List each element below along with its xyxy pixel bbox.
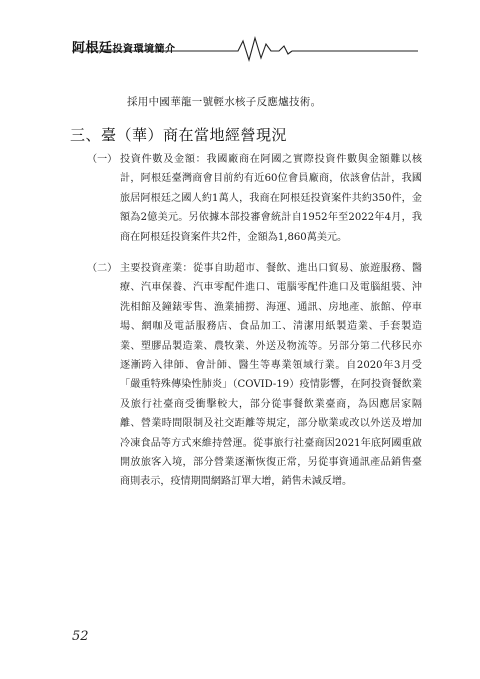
section-title: 三、臺（華）商在當地經營現況 <box>70 126 288 144</box>
list-item <box>87 259 422 492</box>
list-item <box>87 150 422 247</box>
list-item-text: 投資件數及金額：我國廠商在阿國之實際投資件數與金額難以核計，阿根廷臺灣商會目前約有近60位會員廠商，依該會估計，我國旅居阿根廷之國人約1萬人，我商在阿根廷投資案件共約350件，金額為2億美元。另依據本部投審會統計自1952年至2022年4月，我商在阿根廷投資案件共2件，金額為1,860萬美元。 <box>120 154 422 243</box>
continuation-line: 採用中國華龍一號輕水核子反應爐技術。 <box>127 96 322 108</box>
header-title-main: 阿根廷 <box>72 41 113 56</box>
header-title-sub: 投資環境簡介 <box>112 44 176 55</box>
header-title <box>72 37 176 56</box>
list-item-text: 主要投資產業：從事自助超市、餐飲、進出口貿易、旅遊服務、醫療、汽車保養、汽車零配件進口、電腦零配件進口及電腦組裝、沖洗相館及鐘錶零售、漁業捕撈、海運、通訊、房地產、旅館、停車場、網咖及電話服務店、食品加工、清潔用紙製造業、手套製造業、塑膠品製造業、農牧業、外送及物流等。另部分第二代移民亦逐漸跨入律師、會計師、醫生等專業領域行業。自2020年3月受「嚴重特殊傳染性肺炎」（COVID-19）疫情影響，在阿投資餐飲業及旅行社臺商受衝擊較大，部分從事餐飲業臺商，為因應居家隔離、營業時間限制及社交距離等規定，部分歇業或改以外送及增加冷凍食品等方式來維持營運。從事旅行社臺商因2021年底阿國重啟開放旅客入境，部分營業逐漸恢復正常，另從事資通訊產品銷售臺商則表示，疫情期間網路訂單大增，銷售未減反增。 <box>120 263 422 488</box>
list-item-marker: （一） <box>87 154 118 165</box>
list-item-marker: （二） <box>87 263 118 274</box>
page-header <box>0 30 480 62</box>
page-number: 52 <box>72 629 89 644</box>
